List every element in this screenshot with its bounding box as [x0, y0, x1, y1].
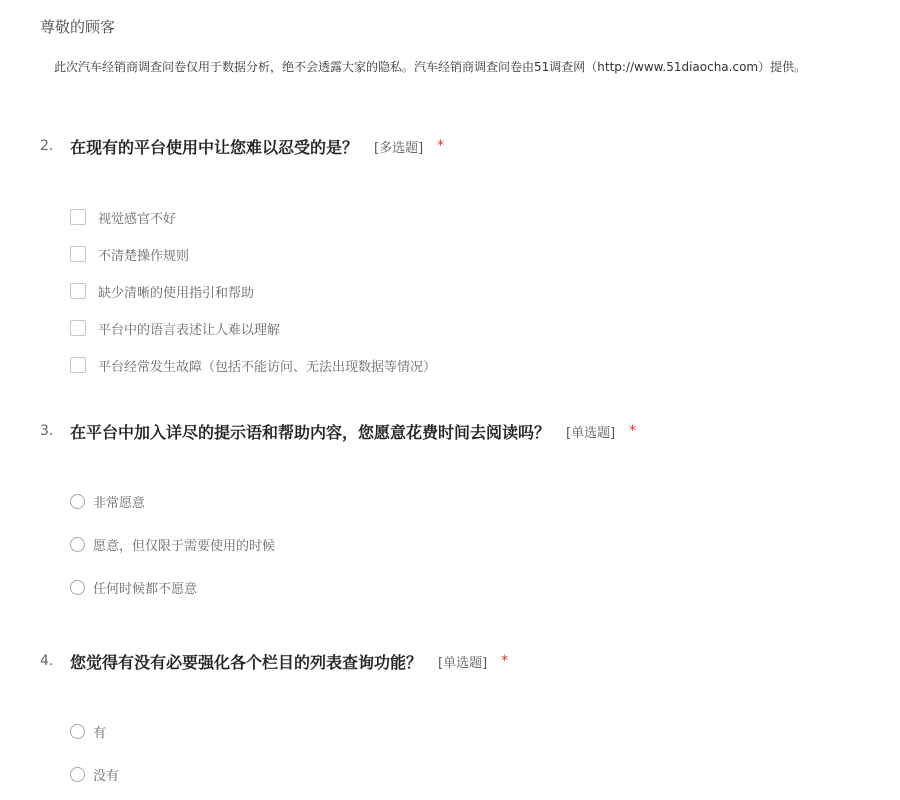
radio-button[interactable] [70, 494, 85, 509]
option-label: 平台经常发生故障（包括不能访问、无法出现数据等情况） [98, 359, 437, 375]
question-type-label: [多选题] [374, 140, 424, 156]
radio-button[interactable] [70, 580, 85, 595]
radio-option[interactable] [70, 721, 106, 741]
greeting-text: 尊敬的顾客 [40, 18, 116, 36]
option-label: 任何时候都不愿意 [93, 581, 198, 597]
radio-button[interactable] [70, 724, 85, 739]
required-mark: * [629, 423, 637, 439]
checkbox[interactable] [70, 357, 86, 373]
radio-option[interactable] [70, 764, 119, 784]
question-title-row [40, 419, 636, 443]
radio-button[interactable] [70, 767, 85, 782]
option-label: 非常愿意 [93, 495, 146, 511]
checkbox-option[interactable] [70, 207, 176, 227]
checkbox[interactable] [70, 283, 86, 299]
radio-button[interactable] [70, 537, 85, 552]
question-title-row [40, 134, 444, 158]
question-type-label: [单选题] [566, 425, 616, 441]
question-type-label: [单选题] [438, 655, 488, 671]
radio-option[interactable] [70, 534, 275, 554]
option-label: 有 [93, 725, 107, 741]
checkbox[interactable] [70, 246, 86, 262]
radio-option[interactable] [70, 577, 197, 597]
checkbox-option[interactable] [70, 281, 254, 301]
question-title-row [40, 649, 508, 673]
intro-text: 此次汽车经销商调查问卷仅用于数据分析，绝不会透露大家的隐私。汽车经销商调查问卷由51调查网（http://www.51diaocha.com）提供。 [54, 60, 807, 74]
question-number: 2. [40, 138, 54, 154]
checkbox[interactable] [70, 320, 86, 336]
option-label: 缺少清晰的使用指引和帮助 [98, 285, 255, 301]
question-title: 在平台中加入详尽的提示语和帮助内容，您愿意花费时间去阅读吗？ [70, 422, 551, 442]
option-label: 没有 [93, 768, 120, 784]
radio-option[interactable] [70, 491, 145, 511]
option-label: 愿意，但仅限于需要使用的时候 [93, 538, 276, 554]
option-label: 平台中的语言表述让人难以理解 [98, 322, 281, 338]
option-label: 视觉感官不好 [98, 211, 177, 227]
checkbox-option[interactable] [70, 318, 280, 338]
question-title: 在现有的平台使用中让您难以忍受的是？ [70, 137, 359, 157]
option-label: 不清楚操作规则 [98, 248, 190, 264]
question-number: 3. [40, 423, 54, 439]
question-title: 您觉得有没有必要强化各个栏目的列表查询功能？ [70, 652, 423, 672]
checkbox-option[interactable] [70, 355, 436, 375]
required-mark: * [437, 138, 445, 154]
checkbox[interactable] [70, 209, 86, 225]
required-mark: * [501, 653, 509, 669]
question-number: 4. [40, 653, 54, 669]
checkbox-option[interactable] [70, 244, 189, 264]
